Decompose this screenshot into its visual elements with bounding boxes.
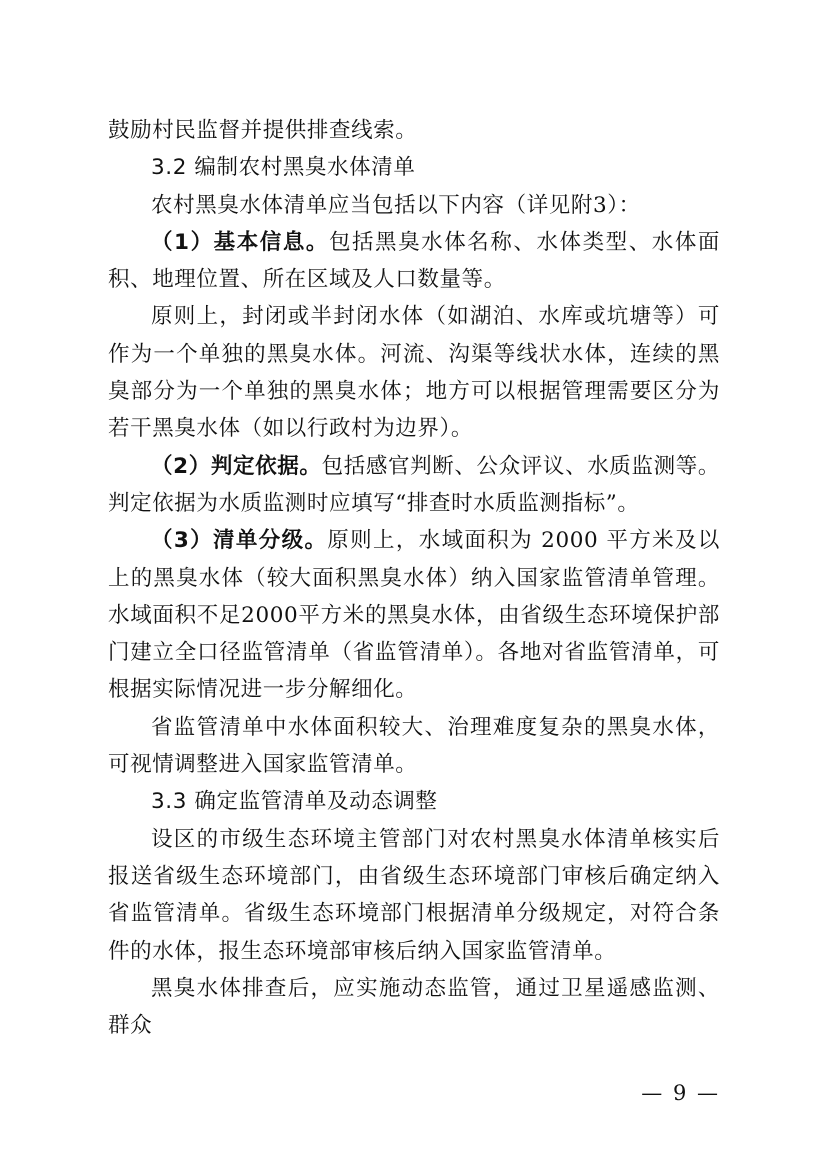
paragraph-list-intro: 农村黑臭水体清单应当包括以下内容（详见附3）： bbox=[151, 192, 641, 218]
paragraph-continuation: 鼓励村民监督并提供排查线索。 bbox=[108, 118, 418, 143]
item-label-grading: （3）清单分级。 bbox=[151, 528, 328, 554]
item-text-basis: 包括感官判断、公众评议、水质监测等。判定依据为水质监测时应填写“排查时水质监测指标”。 bbox=[108, 453, 720, 516]
paragraph-basis bbox=[108, 448, 720, 523]
section-heading-3-2: 3.2 编制农村黑臭水体清单 bbox=[151, 155, 416, 181]
paragraph-review: 设区的市级生态环境主管部门对农村黑臭水体清单核实后报送省级生态环境部门，由省级生态环境部门审核后确定纳入省监管清单。省级生态环境部门根据清单分级规定，对符合条件的水体，报生态环境部审核后纳入国家监管清单。 bbox=[108, 826, 720, 964]
paragraph-grading bbox=[108, 522, 720, 708]
paragraph-basic-info bbox=[108, 224, 720, 299]
item-label-basic-info: （1）基本信息。 bbox=[151, 229, 329, 255]
paragraph-dynamic-monitoring: 黑臭水体排查后，应实施动态监管，通过卫星遥感监测、群众 bbox=[108, 975, 720, 1039]
item-text-basic-info: 包括黑臭水体名称、水体类型、水体面积、地理位置、所在区域及人口数量等。 bbox=[108, 229, 720, 293]
paragraph-principle: 原则上，封闭或半封闭水体（如湖泊、水库或坑塘等）可作为一个单独的黑臭水体。河流、沟渠等线状水体，连续的黑臭部分为一个单独的黑臭水体；地方可以根据管理需要区分为若干黑臭水体（如以行政村为边界）。 bbox=[108, 304, 720, 442]
item-label-basis: （2）判定依据。 bbox=[151, 453, 322, 479]
item-text-grading: 原则上，水域面积为 2000 平方米及以上的黑臭水体（较大面积黑臭水体）纳入国家监管清单管理。水域面积不足2000平方米的黑臭水体，由省级生态环境保护部门建立全口径监管清单（省监管清单）。各地对省监管清单，可根据实际情况进一步分解细化。 bbox=[108, 528, 720, 703]
section-heading-3-3: 3.3 确定监管清单及动态调整 bbox=[151, 789, 438, 815]
document-body bbox=[108, 112, 720, 1044]
page-number: — 9 — bbox=[641, 1081, 720, 1105]
paragraph-provincial-list: 省监管清单中水体面积较大、治理难度复杂的黑臭水体，可视情调整进入国家监管清单。 bbox=[108, 714, 720, 778]
